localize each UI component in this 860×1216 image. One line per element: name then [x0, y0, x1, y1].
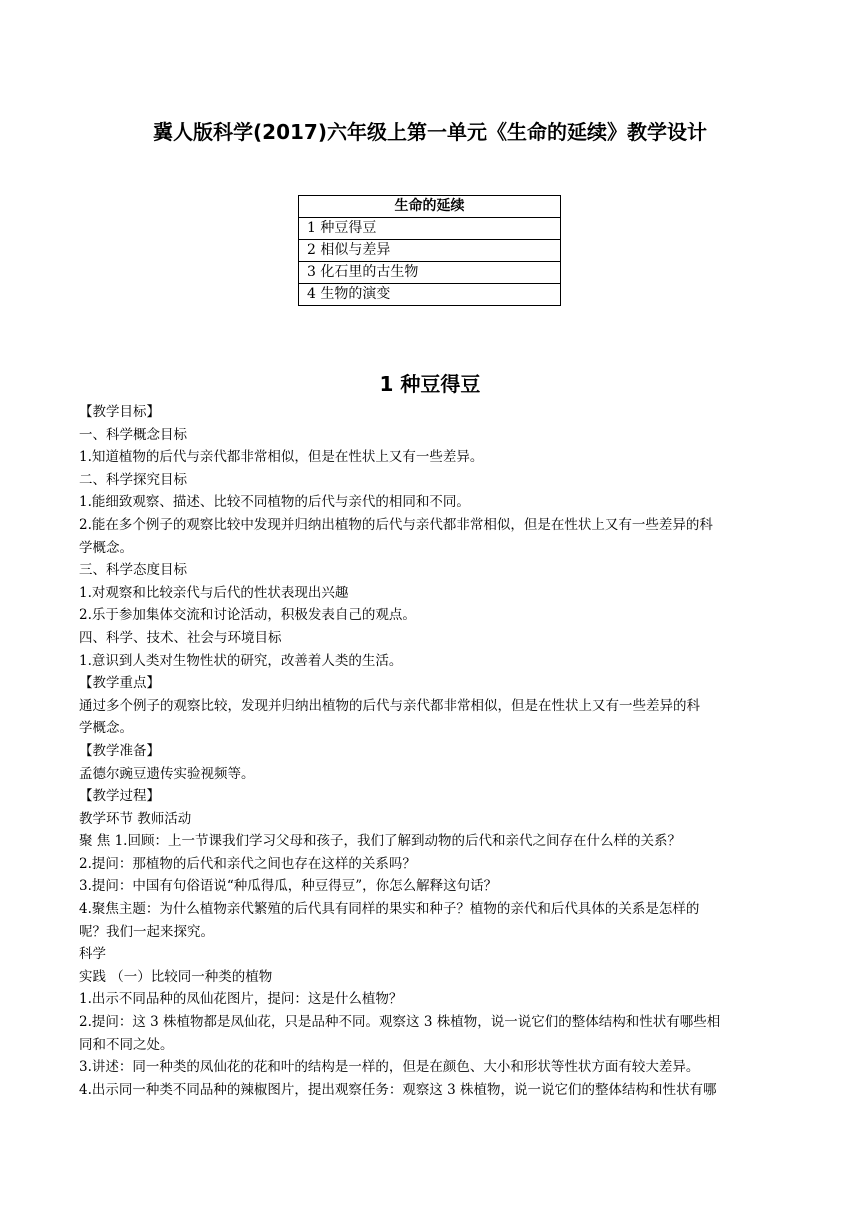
lesson-title: 1 种豆得豆: [379, 372, 481, 396]
body-line: 4.出示同一种类不同品种的辣椒图片，提出观察任务：观察这 3 株植物，说一说它们的整体结构和性状有哪: [79, 1081, 717, 1098]
body-line: 1.知道植物的后代与亲代都非常相似，但是在性状上又有一些差异。: [79, 449, 484, 466]
toc-header: 生命的延续: [299, 196, 561, 218]
body-line: 【教学过程】: [79, 788, 160, 805]
unit-contents-table: [298, 195, 561, 306]
body-line: 实践 （一）比较同一种类的植物: [79, 968, 273, 985]
toc-item: 1 种豆得豆: [299, 218, 561, 240]
body-line: 呢？我们一起来探究。: [79, 923, 214, 940]
body-line: 1.能细致观察、描述、比较不同植物的后代与亲代的相同和不同。: [79, 494, 470, 511]
body-line: 1.出示不同品种的凤仙花图片，提问：这是什么植物？: [79, 991, 403, 1008]
toc-row: [299, 284, 561, 306]
body-line: 2.乐于参加集体交流和讨论活动，积极发表自己的观点。: [79, 607, 416, 624]
body-line: 1.意识到人类对生物性状的研究，改善着人类的生活。: [79, 652, 403, 669]
body-line: 学概念。: [79, 720, 133, 737]
body-line: 孟德尔豌豆遗传实验视频等。: [79, 765, 255, 782]
body-line: 1.对观察和比较亲代与后代的性状表现出兴趣: [79, 584, 349, 601]
body-line: 教学环节 教师活动: [79, 810, 192, 827]
lesson-body: [79, 401, 789, 1101]
body-line: 2.提问：这 3 株植物都是凤仙花，只是品种不同。观察这 3 株植物，说一说它们的整体结构和性状有哪些相: [79, 1014, 721, 1031]
toc-item: 3 化石里的古生物: [299, 262, 561, 284]
body-line: 通过多个例子的观察比较，发现并归纳出植物的后代与亲代都非常相似，但是在性状上又有一些差异的科: [79, 697, 700, 714]
body-line: 科学: [79, 946, 106, 963]
toc-header-row: [299, 196, 561, 218]
body-line: 2.提问：那植物的后代和亲代之间也存在这样的关系吗？: [79, 855, 416, 872]
toc-item: 2 相似与差异: [299, 240, 561, 262]
toc-item: 4 生物的演变: [299, 284, 561, 306]
body-line: 同和不同之处。: [79, 1036, 174, 1053]
body-line: 一、科学概念目标: [79, 426, 187, 443]
toc-row: [299, 218, 561, 240]
body-line: 四、科学、技术、社会与环境目标: [79, 629, 282, 646]
document-title: 冀人版科学(2017)六年级上第一单元《生命的延续》教学设计: [153, 120, 707, 144]
body-line: 【教学重点】: [79, 675, 160, 692]
body-line: 三、科学态度目标: [79, 562, 187, 579]
body-line: 【教学准备】: [79, 742, 160, 759]
toc-row: [299, 262, 561, 284]
body-line: 学概念。: [79, 539, 133, 556]
body-line: 3.讲述：同一种类的凤仙花的花和叶的结构是一样的，但是在颜色、大小和形状等性状方面有较大差异。: [79, 1059, 700, 1076]
body-line: 3.提问：中国有句俗语说“种瓜得瓜，种豆得豆”，你怎么解释这句话？: [79, 878, 498, 895]
body-line: 【教学目标】: [79, 404, 160, 420]
body-line: 二、科学探究目标: [79, 471, 187, 488]
body-line: 聚 焦 1.回顾：上一节课我们学习父母和孩子，我们了解到动物的后代和亲代之间存在什么样的关系？: [79, 833, 681, 850]
body-line: 4.聚焦主题：为什么植物亲代繁殖的后代具有同样的果实和种子？植物的亲代和后代具体的关系是怎样的: [79, 901, 700, 918]
toc-row: [299, 240, 561, 262]
body-line: 2.能在多个例子的观察比较中发现并归纳出植物的后代与亲代都非常相似，但是在性状上又有一些差异的科: [79, 516, 713, 533]
